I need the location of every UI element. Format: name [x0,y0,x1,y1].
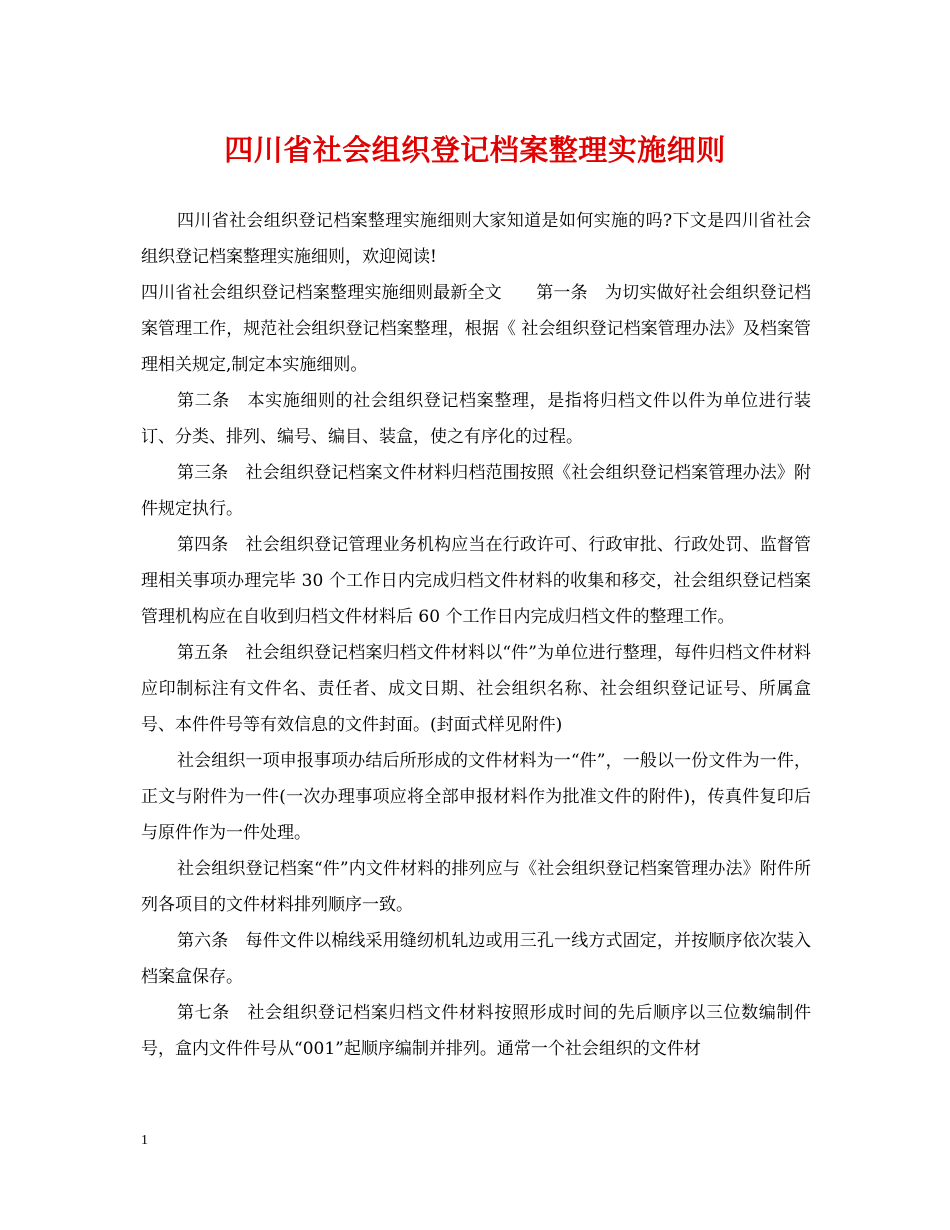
paragraph-article-5: 第五条 社会组织登记档案归档文件材料以“件”为单位进行整理，每件归档文件材料应印制标注有文件名、责任者、成文日期、社会组织名称、社会组织登记证号、所属盒号、本件件号等有效信息的文件封面。(封面式样见附件) [141,643,811,735]
document-body [141,203,811,1067]
paragraph-article-4: 第四条 社会组织登记管理业务机构应当在行政许可、行政审批、行政处罚、监督管理相关事项办理完毕 30 个工作日内完成归档文件材料的收集和移交，社会组织登记档案管理机构应在自收到归档文件材料后 60 个工作日内完成归档文件的整理工作。 [141,535,811,627]
paragraph-article-5-detail-2: 社会组织登记档案“件”内文件材料的排列应与《社会组织登记档案管理办法》附件所列各项目的文件材料排列顺序一致。 [141,859,811,915]
paragraph-article-5-detail-1: 社会组织一项申报事项办结后所形成的文件材料为一“件”，一般以一份文件为一件，正文与附件为一件(一次办理事项应将全部申报材料作为批准文件的附件)，传真件复印后与原件作为一件处理。 [141,751,811,843]
paragraph-article-6: 第六条 每件文件以棉线采用缝纫机轧边或用三孔一线方式固定，并按顺序依次装入档案盒保存。 [141,931,811,987]
document-title: 四川省社会组织登记档案整理实施细则 [224,133,726,167]
paragraph-article-3: 第三条 社会组织登记档案文件材料归档范围按照《社会组织登记档案管理办法》附件规定执行。 [141,463,811,519]
paragraph-article-7: 第七条 社会组织登记档案归档文件材料按照形成时间的先后顺序以三位数编制件号，盒内文件件号从“001”起顺序编制并排列。通常一个社会组织的文件材 [141,1003,811,1059]
paragraph-article-1: 四川省社会组织登记档案整理实施细则最新全文 第一条 为切实做好社会组织登记档案管理工作，规范社会组织登记档案整理，根据《 社会组织登记档案管理办法》及档案管理相关规定,制定本实施细则。 [141,283,811,375]
paragraph-intro: 四川省社会组织登记档案整理实施细则大家知道是如何实施的吗?下文是四川省社会组织登记档案整理实施细则，欢迎阅读! [141,211,811,267]
page-number: 1 [141,1133,148,1148]
paragraph-article-2: 第二条 本实施细则的社会组织登记档案整理，是指将归档文件以件为单位进行装订、分类、排列、编号、编目、装盒，使之有序化的过程。 [141,391,811,447]
